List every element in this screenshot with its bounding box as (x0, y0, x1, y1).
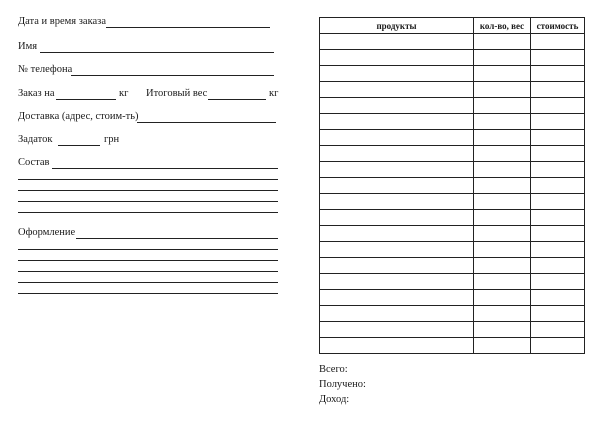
table-row (320, 178, 585, 194)
cell-quantity[interactable] (474, 226, 531, 242)
table-row (320, 194, 585, 210)
cell-quantity[interactable] (474, 130, 531, 146)
cell-product[interactable] (320, 146, 474, 162)
name-field[interactable] (40, 52, 274, 53)
table-row (320, 306, 585, 322)
cell-quantity[interactable] (474, 306, 531, 322)
cell-quantity[interactable] (474, 66, 531, 82)
table-row (320, 322, 585, 338)
cell-quantity[interactable] (474, 178, 531, 194)
table-row (320, 274, 585, 290)
cell-cost[interactable] (531, 274, 585, 290)
total-weight-label: Итоговый вес (146, 88, 208, 99)
cell-cost[interactable] (531, 82, 585, 98)
table-row (320, 98, 585, 114)
cell-cost[interactable] (531, 322, 585, 338)
cell-cost[interactable] (531, 178, 585, 194)
decoration-label: Оформление (18, 227, 76, 238)
cell-quantity[interactable] (474, 194, 531, 210)
table-row (320, 162, 585, 178)
products-table (319, 17, 585, 354)
cell-product[interactable] (320, 34, 474, 50)
cell-cost[interactable] (531, 162, 585, 178)
cell-cost[interactable] (531, 338, 585, 354)
cell-cost[interactable] (531, 98, 585, 114)
cell-quantity[interactable] (474, 274, 531, 290)
cell-quantity[interactable] (474, 50, 531, 66)
decoration-line[interactable] (18, 271, 278, 272)
deposit-unit: грн (104, 134, 120, 145)
delivery-field[interactable] (137, 122, 276, 123)
cell-cost[interactable] (531, 130, 585, 146)
cell-quantity[interactable] (474, 338, 531, 354)
income-label: Доход: (319, 394, 350, 405)
decoration-line[interactable] (18, 282, 278, 283)
cell-quantity[interactable] (474, 258, 531, 274)
total-weight-field[interactable] (208, 99, 266, 100)
order-unit: кг (119, 88, 129, 99)
table-header-row (320, 18, 585, 34)
date-time-field[interactable] (106, 27, 270, 28)
cell-product[interactable] (320, 258, 474, 274)
name-label: Имя (18, 41, 38, 52)
cell-quantity[interactable] (474, 242, 531, 258)
cell-quantity[interactable] (474, 34, 531, 50)
cell-product[interactable] (320, 242, 474, 258)
decoration-line[interactable] (18, 293, 278, 294)
composition-line[interactable] (18, 201, 278, 202)
composition-line[interactable] (18, 190, 278, 191)
products-table-wrapper (319, 17, 584, 346)
cell-product[interactable] (320, 226, 474, 242)
received-label: Получено: (319, 379, 366, 390)
deposit-field[interactable] (58, 145, 100, 146)
deposit-label: Задаток (18, 134, 53, 145)
table-row (320, 226, 585, 242)
cell-quantity[interactable] (474, 210, 531, 226)
table-row (320, 290, 585, 306)
cell-cost[interactable] (531, 194, 585, 210)
cell-product[interactable] (320, 98, 474, 114)
composition-line[interactable] (18, 212, 278, 213)
cell-quantity[interactable] (474, 82, 531, 98)
cell-quantity[interactable] (474, 146, 531, 162)
order-weight-field[interactable] (56, 99, 116, 100)
cell-cost[interactable] (531, 258, 585, 274)
cell-cost[interactable] (531, 306, 585, 322)
cell-cost[interactable] (531, 210, 585, 226)
cell-product[interactable] (320, 274, 474, 290)
cell-quantity[interactable] (474, 290, 531, 306)
column-header-quantity: кол-во, вес (474, 18, 531, 34)
cell-product[interactable] (320, 194, 474, 210)
cell-cost[interactable] (531, 146, 585, 162)
table-row (320, 130, 585, 146)
decoration-line[interactable] (18, 260, 278, 261)
composition-line[interactable] (18, 179, 278, 180)
cell-product[interactable] (320, 178, 474, 194)
table-row (320, 50, 585, 66)
composition-field[interactable] (52, 168, 278, 169)
cell-product[interactable] (320, 162, 474, 178)
composition-label: Состав (18, 157, 50, 168)
column-header-products: продукты (320, 18, 474, 34)
cell-cost[interactable] (531, 114, 585, 130)
table-row (320, 210, 585, 226)
decoration-line[interactable] (18, 249, 278, 250)
table-row (320, 34, 585, 50)
cell-quantity[interactable] (474, 162, 531, 178)
cell-cost[interactable] (531, 242, 585, 258)
phone-field[interactable] (71, 75, 274, 76)
table-row (320, 146, 585, 162)
cell-product[interactable] (320, 290, 474, 306)
cell-product[interactable] (320, 50, 474, 66)
order-label: Заказ на (18, 88, 55, 99)
cell-product[interactable] (320, 306, 474, 322)
table-row (320, 66, 585, 82)
cell-quantity[interactable] (474, 322, 531, 338)
cell-product[interactable] (320, 114, 474, 130)
cell-quantity[interactable] (474, 114, 531, 130)
phone-label: № телефона (18, 64, 73, 75)
table-row (320, 338, 585, 354)
cell-product[interactable] (320, 338, 474, 354)
cell-product[interactable] (320, 82, 474, 98)
column-header-cost: стоимость (531, 18, 585, 34)
table-row (320, 258, 585, 274)
date-time-label: Дата и время заказа (18, 16, 106, 27)
cell-product[interactable] (320, 210, 474, 226)
cell-product[interactable] (320, 130, 474, 146)
totals-block (319, 362, 366, 407)
cell-cost[interactable] (531, 66, 585, 82)
cell-cost[interactable] (531, 34, 585, 50)
decoration-field[interactable] (76, 238, 278, 239)
table-row (320, 242, 585, 258)
cell-cost[interactable] (531, 226, 585, 242)
products-table-body (320, 34, 585, 354)
total-weight-unit: кг (269, 88, 279, 99)
cell-cost[interactable] (531, 290, 585, 306)
cell-cost[interactable] (531, 50, 585, 66)
table-row (320, 114, 585, 130)
total-label: Всего: (319, 364, 348, 375)
table-row (320, 82, 585, 98)
cell-product[interactable] (320, 66, 474, 82)
delivery-label: Доставка (адрес, стоим-ть) (18, 111, 139, 122)
cell-product[interactable] (320, 322, 474, 338)
cell-quantity[interactable] (474, 98, 531, 114)
